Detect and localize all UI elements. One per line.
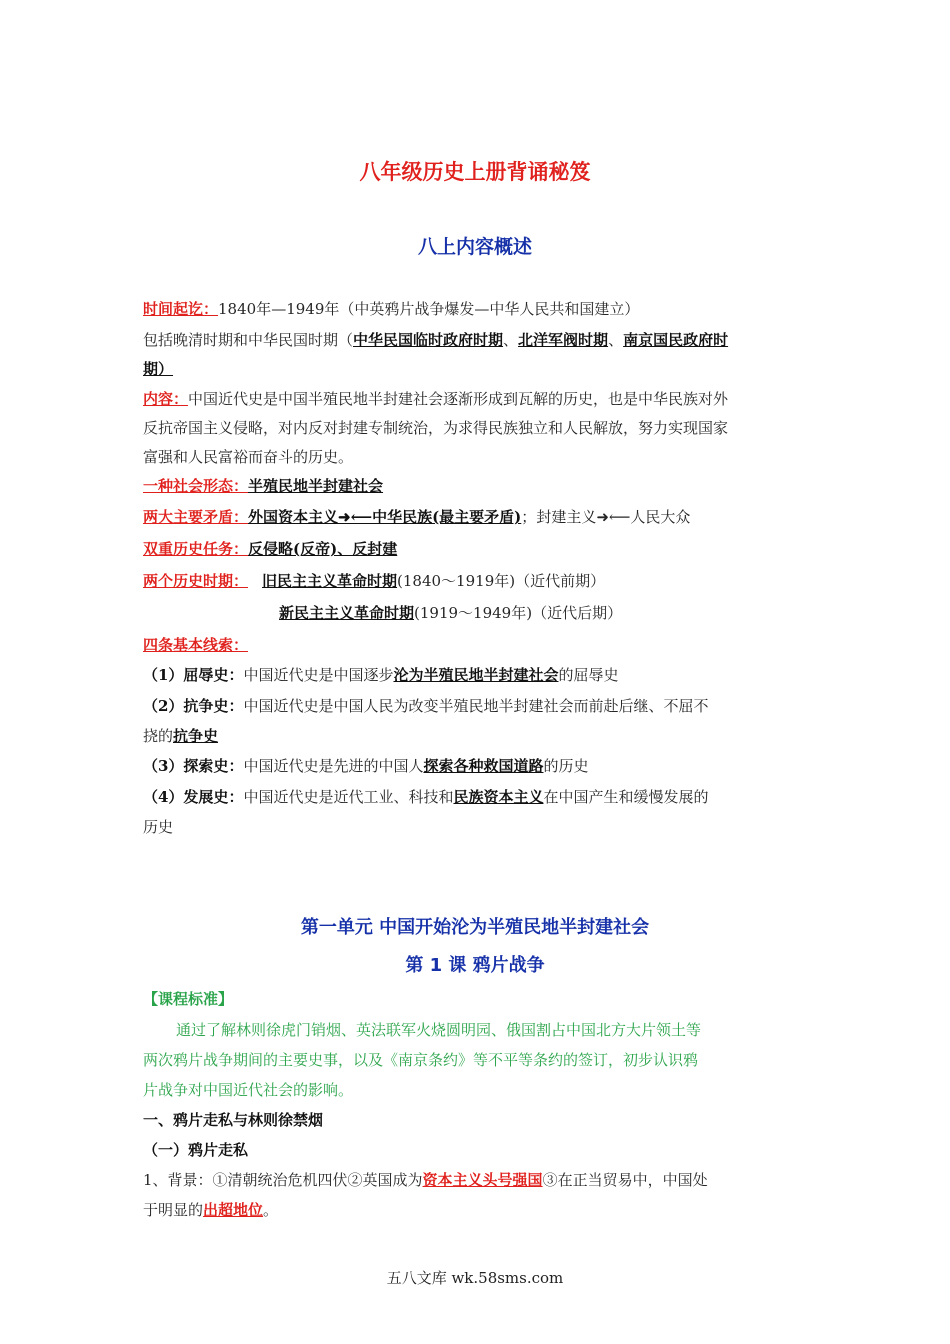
clue-text: 历史 xyxy=(143,818,174,836)
clue-keyword: 沦为半殖民地半封建社会 xyxy=(393,666,559,684)
clues-label: 四条基本线索： xyxy=(143,636,249,654)
period-provisional: 中华民国临时政府时期 xyxy=(353,331,504,349)
periods-prefix: 包括晚清时期和中华民国时期（ xyxy=(143,331,354,349)
background-keyword: 资本主义头号强国 xyxy=(422,1171,543,1189)
tasks-label: 双重历史任务： xyxy=(143,540,249,558)
unit-title: 第一单元 中国开始沦为半殖民地半封建社会 xyxy=(300,917,650,938)
contradiction-main: 外国资本主义➜⟵中华民族(最主要矛盾) xyxy=(248,508,522,526)
new-democratic-period: 新民主主义革命时期 xyxy=(279,604,415,622)
clue-item-4-cont xyxy=(143,816,173,838)
two-periods-line-1 xyxy=(143,570,605,592)
background-text: 于明显的 xyxy=(143,1201,204,1219)
standard-line-2: 两次鸦片战争期间的主要史事，以及《南京条约》等不平等条约的签订，初步认识鸦 xyxy=(143,1051,699,1069)
contradictions-line xyxy=(143,506,690,528)
clue-keyword: 民族资本主义 xyxy=(453,788,544,806)
clue-text: 中国近代史是中国人民为改变半殖民地半封建社会而前赴后继、不屈不 xyxy=(243,697,709,715)
clue-num: （2）抗争史： xyxy=(143,697,244,715)
background-line-1 xyxy=(143,1169,708,1191)
clue-text: 的历史 xyxy=(543,757,589,775)
clue-text: 中国近代史是中国逐步 xyxy=(243,666,394,684)
content-label: 内容： xyxy=(143,390,189,408)
contradiction-second: 封建主义➜⟵人民大众 xyxy=(536,508,691,526)
subsection-heading: （一）鸦片走私 xyxy=(143,1141,249,1159)
content-text-1: 中国近代史是中国半殖民地半封建社会逐渐形成到瓦解的历史，也是中华民族对外 xyxy=(188,390,729,408)
new-democratic-range: (1919～1949年)（近代后期） xyxy=(414,604,623,622)
clue-item-3 xyxy=(143,755,589,777)
social-form-line xyxy=(143,475,383,497)
periods-sep: 、 xyxy=(503,331,519,349)
lesson-title: 第 1 课 鸦片战争 xyxy=(405,955,545,976)
time-span-value: 1840年—1949年（中英鸦片战争爆发—中华人民共和国建立） xyxy=(218,300,640,318)
standard-label: 【课程标准】 xyxy=(143,990,234,1008)
overview-title: 八上内容概述 xyxy=(417,236,532,258)
contradictions-sep: ； xyxy=(521,508,537,526)
section-heading: 一、鸦片走私与林则徐禁烟 xyxy=(143,1111,324,1129)
periods-line-cont xyxy=(143,358,173,380)
clue-keyword: 抗争史 xyxy=(173,727,219,745)
clue-item-4 xyxy=(143,786,709,808)
clue-text: 的屈辱史 xyxy=(558,666,619,684)
clue-num: （4）发展史： xyxy=(143,788,244,806)
contradictions-label: 两大主要矛盾： xyxy=(143,508,249,526)
clue-num: （3）探索史： xyxy=(143,757,244,775)
background-text: 1、背景：①清朝统治危机四伏②英国成为 xyxy=(143,1171,423,1189)
doc-title: 八年级历史上册背诵秘笈 xyxy=(359,160,591,184)
period-nanjing: 南京国民政府时 xyxy=(623,331,729,349)
clue-text: 中国近代史是先进的中国人 xyxy=(243,757,424,775)
periods-sep: 、 xyxy=(608,331,624,349)
periods-line xyxy=(143,329,728,351)
background-text: ③在正当贸易中，中国处 xyxy=(542,1171,708,1189)
old-democratic-range: (1840～1919年)（近代前期） xyxy=(397,572,606,590)
background-keyword: 出超地位 xyxy=(203,1201,264,1219)
clue-item-2 xyxy=(143,695,708,717)
clue-item-2-cont xyxy=(143,725,218,747)
background-line-2 xyxy=(143,1199,278,1221)
two-periods-label: 两个历史时期： xyxy=(143,572,249,590)
time-span-label: 时间起讫： xyxy=(143,300,219,318)
clue-keyword: 探索各种救国道路 xyxy=(423,757,544,775)
tasks-line xyxy=(143,538,397,560)
content-line-2: 反抗帝国主义侵略，对内反对封建专制统治，为求得民族独立和人民解放，努力实现国家 xyxy=(143,419,729,437)
periods-suffix: ） xyxy=(158,360,174,378)
two-periods-line-2 xyxy=(279,602,622,624)
social-form-value: 半殖民地半封建社会 xyxy=(248,477,384,495)
period-nanjing-cont: 期 xyxy=(143,360,159,378)
background-text: 。 xyxy=(263,1201,279,1219)
standard-line-3: 片战争对中国近代社会的影响。 xyxy=(143,1081,354,1099)
social-form-label: 一种社会形态： xyxy=(143,477,249,495)
standard-line-1: 通过了解林则徐虎门销烟、英法联军火烧圆明园、俄国割占中国北方大片领土等 xyxy=(176,1021,702,1039)
time-span-line xyxy=(143,298,639,320)
content-line-3: 富强和人民富裕而奋斗的历史。 xyxy=(143,448,354,466)
clue-text: 在中国产生和缓慢发展的 xyxy=(543,788,709,806)
period-beiyang: 北洋军阀时期 xyxy=(518,331,609,349)
clue-item-1 xyxy=(143,664,619,686)
clue-text: 挠的 xyxy=(143,727,174,745)
tasks-value: 反侵略(反帝)、反封建 xyxy=(248,540,398,558)
clues-label-line xyxy=(143,634,248,656)
clue-text: 中国近代史是近代工业、科技和 xyxy=(243,788,454,806)
content-line-1 xyxy=(143,388,728,410)
footer-watermark: 五八文库 wk.58sms.com xyxy=(386,1269,564,1287)
clue-num: （1）屈辱史： xyxy=(143,666,244,684)
old-democratic-period: 旧民主主义革命时期 xyxy=(262,572,398,590)
